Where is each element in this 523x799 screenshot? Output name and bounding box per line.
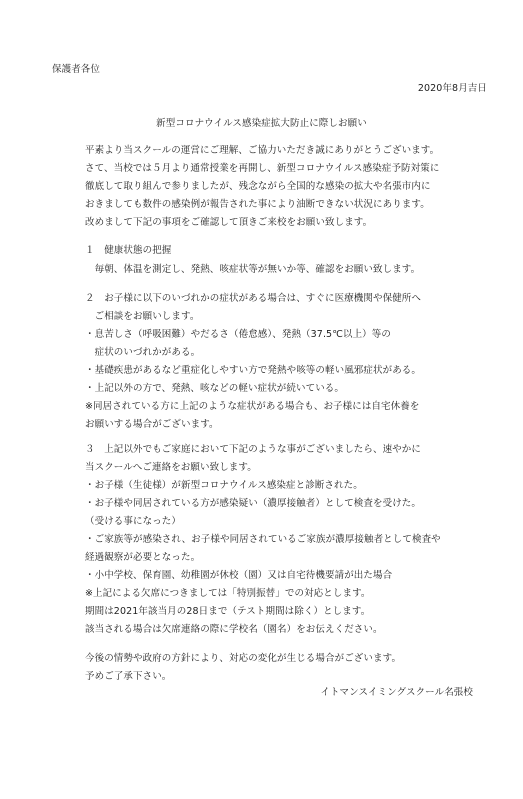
section-2-heading: ２ お子様に以下のいづれかの症状がある場合は、すぐに医療機関や保健所へ bbox=[85, 293, 422, 304]
section-3-line: ・お子様（生徒様）が新型コロナウイルス感染症と診断された。 bbox=[85, 480, 363, 491]
section-2-line: 症状のいづれかがある。 bbox=[85, 347, 201, 358]
section-2-line: お願いする場合がございます。 bbox=[85, 419, 219, 430]
section-3-line: ・ご家族等が感染され、お子様や同居されているご家族が濃厚接触者として検査や bbox=[85, 534, 441, 545]
intro-line: おきましても数件の感染例が報告された事により油断できない状況にあります。 bbox=[85, 199, 430, 210]
section-3-heading: ３ 上記以外でもご家庭において下記のような事がございましたら、速やかに bbox=[85, 444, 422, 455]
intro-line: 平素より当スクールの運営にご理解、ご協力いただき誠にありがとうございます。 bbox=[85, 145, 440, 156]
section-3-line: 該当される場合は欠席連絡の際に学校名（園名）をお伝えください。 bbox=[85, 624, 383, 635]
addressee: 保護者各位 bbox=[52, 64, 101, 75]
section-3-line: 期間は2021年該当月の28日まで（テスト期間は除く）とします。 bbox=[85, 606, 371, 617]
intro-line: 改めまして下記の事項をご確認して頂きご来校をお願い致します。 bbox=[85, 217, 373, 228]
section-3-line: （受ける事になった） bbox=[85, 516, 182, 527]
signature: イトマンスイミングスクール名張校 bbox=[320, 687, 473, 698]
section-2-line: ・息苦しさ（呼吸困難）やだるさ（倦怠感）、発熱（37.5℃以上）等の bbox=[85, 329, 391, 340]
section-3-line: 経過観察が必要となった。 bbox=[85, 552, 201, 563]
section-3-line: ・小中学校、保育園、幼稚園が休校（園）又は自宅待機要請が出た場合 bbox=[85, 570, 393, 581]
section-2-line: ・上記以外の方で、発熱、咳などの軽い症状が続いている。 bbox=[85, 383, 345, 394]
document-date: 2020年8月吉日 bbox=[417, 83, 487, 94]
intro-line: さて、当校では５月より通常授業を再開し、新型コロナウイルス感染症予防対策に bbox=[85, 163, 440, 174]
section-2-line: ※同居されている方に上記のような症状がある場合も、お子様には自宅休養を bbox=[85, 401, 420, 412]
closing-line: 今後の情勢や政府の方針により、対応の変化が生じる場合がございます。 bbox=[85, 653, 402, 664]
section-3-line: ※上記による欠席につきましては「特別振替」での対応とします。 bbox=[85, 588, 371, 599]
document-title: 新型コロナウイルス感染症拡大防止に際しお願い bbox=[156, 118, 367, 129]
section-3-line: ・お子様や同居されている方が感染疑い（濃厚接触者）として検査を受けた。 bbox=[85, 498, 422, 509]
closing-line: 予めご了承下さい。 bbox=[85, 671, 172, 682]
section-2-line: ご相談をお願いします。 bbox=[85, 311, 200, 322]
section-2-line: ・基礎疾患があるなど重症化しやすい方で発熱や咳等の軽い風邪症状がある。 bbox=[85, 365, 422, 376]
section-1-line: 毎朝、体温を測定し、発熱、咳症状等が無いか等、確認をお願い致します。 bbox=[85, 264, 421, 275]
section-3-line: 当スクールへご連絡をお願い致します。 bbox=[85, 462, 257, 473]
section-1-heading: １ 健康状態の把握 bbox=[85, 245, 172, 256]
intro-line: 徹底して取り組んで参りましたが、残念ながら全国的な感染の拡大や名張市内に bbox=[85, 181, 431, 192]
